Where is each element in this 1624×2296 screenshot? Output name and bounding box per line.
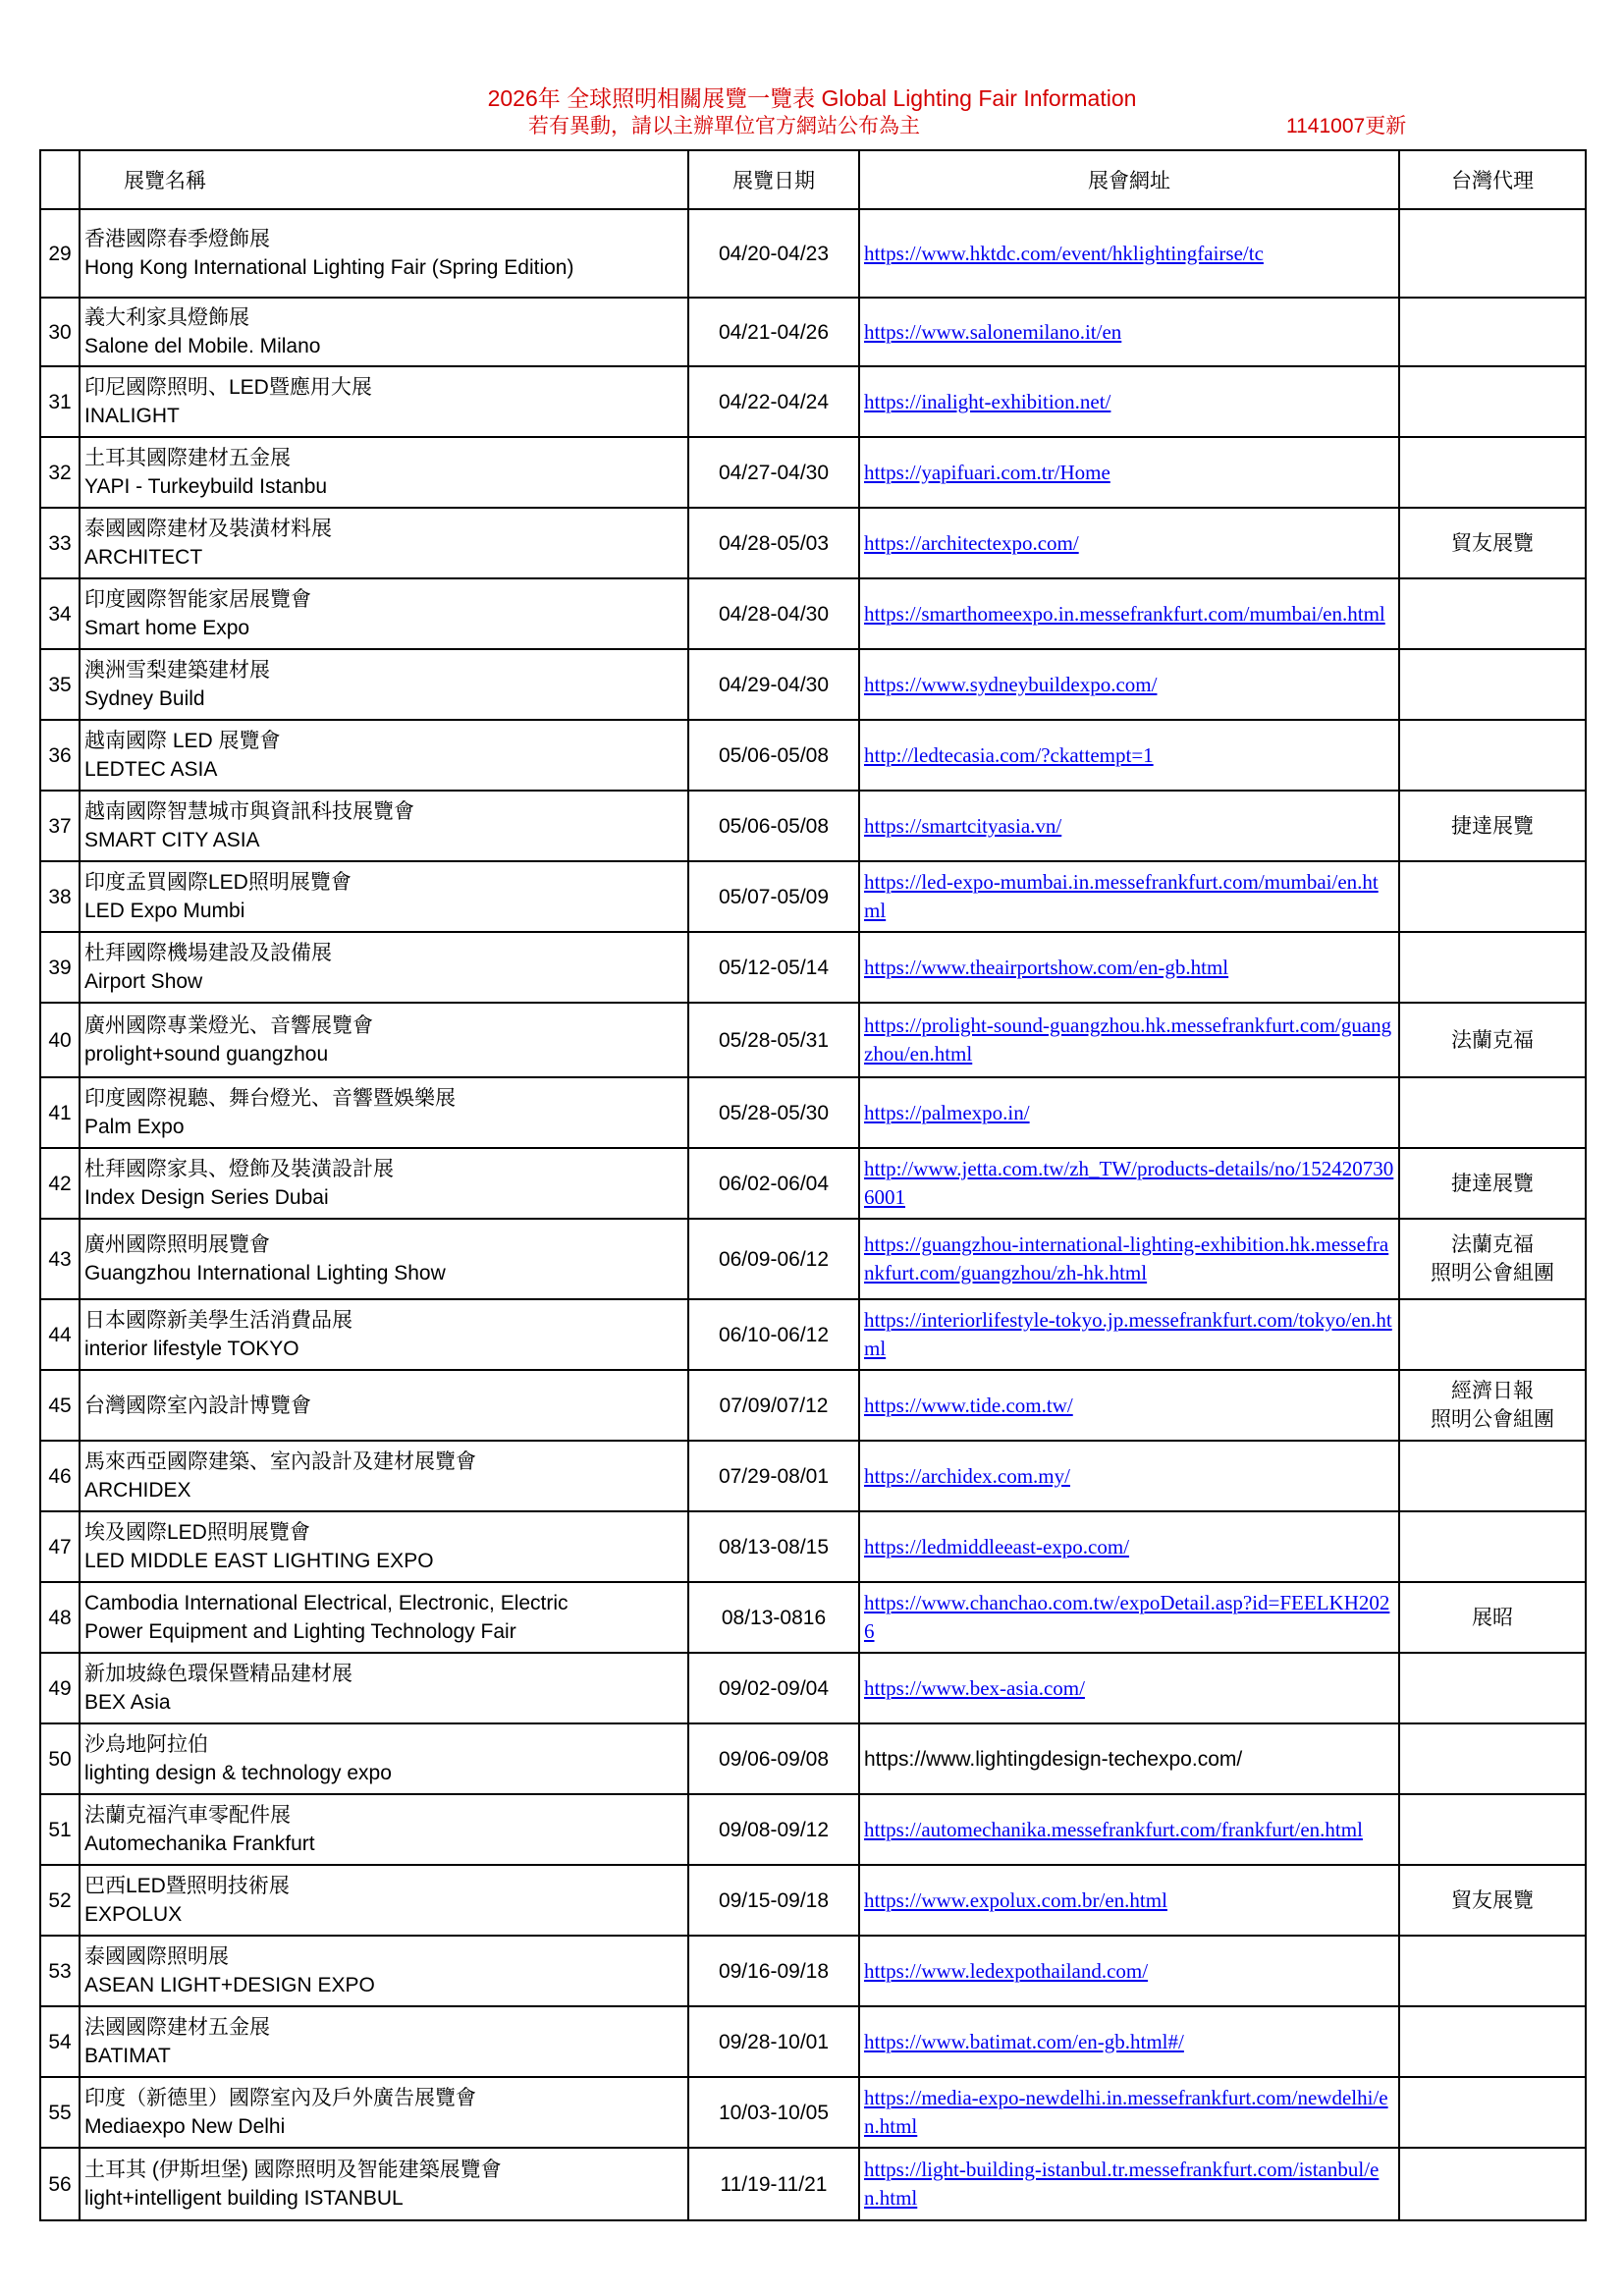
taiwan-agent <box>1399 1582 1586 1653</box>
table-row <box>40 861 1586 932</box>
row-number: 37 <box>40 791 80 861</box>
fair-url-link[interactable]: https://interiorlifestyle-tokyo.jp.messefrankfurt.com/tokyo/en.html <box>859 1299 1399 1370</box>
taiwan-agent <box>1399 2077 1586 2148</box>
fair-name-chinese: 越南國際 LED 展覽會 <box>84 730 281 752</box>
fair-name-chinese: 杜拜國際家具、燈飾及裝潢設計展 <box>84 1158 394 1180</box>
fair-date: 04/27-04/30 <box>688 437 859 508</box>
fair-name-cell <box>80 2077 688 2148</box>
taiwan-agent <box>1399 1148 1586 1219</box>
fair-name-chinese: 法蘭克福汽車零配件展 <box>84 1804 291 1827</box>
fair-name-english: LEDTEC ASIA <box>84 758 218 781</box>
fair-name-chinese: 日本國際新美學生活消費品展 <box>84 1309 352 1332</box>
row-number: 55 <box>40 2077 80 2148</box>
fair-name-chinese: 新加坡綠色環保暨精品建材展 <box>84 1663 352 1685</box>
taiwan-agent <box>1399 366 1586 437</box>
table-row <box>40 2006 1586 2077</box>
fair-date: 05/07-05/09 <box>688 861 859 932</box>
fair-name-chinese: 巴西LED暨照明技術展 <box>84 1875 290 1897</box>
fair-date: 10/03-10/05 <box>688 2077 859 2148</box>
row-number: 54 <box>40 2006 80 2077</box>
fair-date: 04/28-05/03 <box>688 508 859 578</box>
taiwan-agent <box>1399 932 1586 1003</box>
fair-name-cell <box>80 1077 688 1148</box>
fair-name-cell <box>80 1936 688 2006</box>
fair-date: 11/19-11/21 <box>688 2148 859 2220</box>
table-row <box>40 298 1586 366</box>
row-number: 30 <box>40 298 80 366</box>
row-number: 42 <box>40 1148 80 1219</box>
fair-name-english: LED Expo Mumbi <box>84 900 245 922</box>
fair-url-link[interactable]: https://www.salonemilano.it/en <box>859 298 1399 366</box>
fair-name-english: LED MIDDLE EAST LIGHTING EXPO <box>84 1550 434 1572</box>
taiwan-agent <box>1399 1865 1586 1936</box>
fair-date: 09/06-09/08 <box>688 1723 859 1794</box>
fair-name-english: ASEAN LIGHT+DESIGN EXPO <box>84 1974 375 1996</box>
fair-url-link[interactable]: https://automechanika.messefrankfurt.com/frankfurt/en.html <box>859 1794 1399 1865</box>
fair-date: 08/13-08/15 <box>688 1511 859 1582</box>
col-header-url: 展會網址 <box>859 150 1399 209</box>
fair-name-english: Automechanika Frankfurt <box>84 1832 315 1855</box>
taiwan-agent <box>1399 578 1586 649</box>
taiwan-agent <box>1399 1441 1586 1511</box>
fair-name-english: lighting design & technology expo <box>84 1762 392 1784</box>
fair-date: 04/29-04/30 <box>688 649 859 720</box>
fair-name-cell <box>80 720 688 791</box>
fair-name-english: Airport Show <box>84 970 203 993</box>
fair-name-chinese: 印尼國際照明、LED暨應用大展 <box>84 376 372 399</box>
row-number: 47 <box>40 1511 80 1582</box>
fair-date: 05/06-05/08 <box>688 791 859 861</box>
row-number: 40 <box>40 1003 80 1077</box>
fair-name-cell <box>80 298 688 366</box>
fair-name-chinese: 杜拜國際機場建設及設備展 <box>84 942 332 964</box>
table-row <box>40 1794 1586 1865</box>
row-number: 45 <box>40 1370 80 1441</box>
table-body <box>40 209 1586 2220</box>
row-number: 41 <box>40 1077 80 1148</box>
taiwan-agent <box>1399 1936 1586 2006</box>
fair-url-link[interactable]: https://light-building-istanbul.tr.messefrankfurt.com/istanbul/en.html <box>859 2148 1399 2220</box>
table-row <box>40 932 1586 1003</box>
col-header-name: 展覽名稱 <box>80 150 688 209</box>
row-number: 38 <box>40 861 80 932</box>
row-number: 35 <box>40 649 80 720</box>
fair-name-english: EXPOLUX <box>84 1903 183 1926</box>
fair-name-english: BATIMAT <box>84 2045 171 2067</box>
taiwan-agent <box>1399 1219 1586 1299</box>
fair-name-chinese: 台灣國際室內設計博覽會 <box>84 1394 311 1417</box>
fair-name-cell <box>80 2148 688 2220</box>
fair-name-english: Sydney Build <box>84 687 205 710</box>
taiwan-agent <box>1399 1653 1586 1723</box>
fair-name-chinese: 法國國際建材五金展 <box>84 2016 270 2039</box>
fair-date: 06/02-06/04 <box>688 1148 859 1219</box>
fair-name-chinese: 泰國國際照明展 <box>84 1945 229 1968</box>
row-number: 36 <box>40 720 80 791</box>
table-row <box>40 1653 1586 1723</box>
fair-date: 05/06-05/08 <box>688 720 859 791</box>
fair-url-link[interactable]: https://archidex.com.my/ <box>859 1441 1399 1511</box>
fair-name-english: Power Equipment and Lighting Technology Fair <box>84 1620 516 1643</box>
fair-name-english: SMART CITY ASIA <box>84 829 260 851</box>
row-number: 46 <box>40 1441 80 1511</box>
col-header-date: 展覽日期 <box>688 150 859 209</box>
taiwan-agent <box>1399 437 1586 508</box>
fair-name-english: interior lifestyle TOKYO <box>84 1338 299 1360</box>
table-row <box>40 1003 1586 1077</box>
table-row <box>40 578 1586 649</box>
fair-date: 07/29-08/01 <box>688 1441 859 1511</box>
taiwan-agent <box>1399 1370 1586 1441</box>
fair-name-cell <box>80 1299 688 1370</box>
taiwan-agent <box>1399 209 1586 298</box>
fair-name-chinese: 泰國國際建材及裝潢材料展 <box>84 518 332 540</box>
fair-name-cell <box>80 1865 688 1936</box>
fair-name-english: Smart home Expo <box>84 617 250 639</box>
fair-name-cell <box>80 1148 688 1219</box>
taiwan-agent <box>1399 2148 1586 2220</box>
update-stamp: 1141007更新 <box>1286 115 1407 137</box>
fair-date: 04/21-04/26 <box>688 298 859 366</box>
fair-name-english: YAPI - Turkeybuild Istanbu <box>84 475 328 498</box>
fair-url-link[interactable]: https://architectexpo.com/ <box>859 508 1399 578</box>
table-row <box>40 1865 1586 1936</box>
fair-url-link[interactable]: https://www.batimat.com/en-gb.html#/ <box>859 2006 1399 2077</box>
fair-url-link[interactable]: http://ledtecasia.com/?ckattempt=1 <box>859 720 1399 791</box>
fair-name-chinese: 印度孟買國際LED照明展覽會 <box>84 871 352 894</box>
fair-name-english: Mediaexpo New Delhi <box>84 2115 286 2138</box>
fair-name-chinese: 印度（新德里）國際室內及戶外廣告展覽會 <box>84 2087 476 2109</box>
fair-name-cell <box>80 366 688 437</box>
fair-name-chinese: 土耳其 (伊斯坦堡) 國際照明及智能建築展覽會 <box>84 2159 502 2181</box>
fair-name-cell <box>80 508 688 578</box>
fair-date: 09/16-09/18 <box>688 1936 859 2006</box>
fair-name-cell <box>80 932 688 1003</box>
fair-name-english: ARCHITECT <box>84 546 203 569</box>
fair-name-cell <box>80 1441 688 1511</box>
fair-name-chinese: 印度國際視聽、舞台燈光、音響暨娛樂展 <box>84 1087 456 1110</box>
row-number: 50 <box>40 1723 80 1794</box>
fair-url-link[interactable]: https://yapifuari.com.tr/Home <box>859 437 1399 508</box>
fair-name-chinese: 印度國際智能家居展覽會 <box>84 588 311 611</box>
table-row <box>40 1511 1586 1582</box>
fair-url-link[interactable]: https://led-expo-mumbai.in.messefrankfurt.com/mumbai/en.html <box>859 861 1399 932</box>
table-row <box>40 2148 1586 2220</box>
taiwan-agent <box>1399 2006 1586 2077</box>
agent-name: 貿友展覽 <box>1451 1888 1534 1912</box>
row-number: 39 <box>40 932 80 1003</box>
col-header-agent: 台灣代理 <box>1399 150 1586 209</box>
fair-name-cell <box>80 578 688 649</box>
fair-date: 05/28-05/30 <box>688 1077 859 1148</box>
fair-url-link[interactable]: https://www.chanchao.com.tw/expoDetail.asp?id=FEELKH2026 <box>859 1582 1399 1653</box>
fair-name-cell <box>80 649 688 720</box>
fair-name-english: Hong Kong International Lighting Fair (Spring Edition) <box>84 256 574 279</box>
row-number: 48 <box>40 1582 80 1653</box>
fair-name-cell <box>80 1723 688 1794</box>
fair-name-english: Index Design Series Dubai <box>84 1186 329 1209</box>
table-row <box>40 508 1586 578</box>
agent-name: 捷達展覽 <box>1451 1172 1534 1195</box>
fair-date: 09/02-09/04 <box>688 1653 859 1723</box>
fair-url-link[interactable]: https://inalight-exhibition.net/ <box>859 366 1399 437</box>
fair-url-link[interactable]: https://www.tide.com.tw/ <box>859 1370 1399 1441</box>
agent-name: 貿友展覽 <box>1451 531 1534 555</box>
fair-name-chinese: 土耳其國際建材五金展 <box>84 447 291 469</box>
fair-name-cell <box>80 1653 688 1723</box>
fair-date: 08/13-0816 <box>688 1582 859 1653</box>
fair-url-link[interactable]: https://smarthomeexpo.in.messefrankfurt.com/mumbai/en.html <box>859 578 1399 649</box>
agent-name: 捷達展覽 <box>1451 814 1534 838</box>
fair-date: 04/22-04/24 <box>688 366 859 437</box>
fair-name-english: light+intelligent building ISTANBUL <box>84 2187 404 2210</box>
fair-date: 05/12-05/14 <box>688 932 859 1003</box>
fair-name-english: Salone del Mobile. Milano <box>84 335 321 357</box>
col-header-number <box>40 150 80 209</box>
taiwan-agent <box>1399 1003 1586 1077</box>
table-row <box>40 1077 1586 1148</box>
taiwan-agent <box>1399 508 1586 578</box>
fair-url-link[interactable]: https://smartcityasia.vn/ <box>859 791 1399 861</box>
taiwan-agent <box>1399 1511 1586 1582</box>
row-number: 32 <box>40 437 80 508</box>
fair-name-cell <box>80 437 688 508</box>
fair-url-link[interactable]: https://www.hktdc.com/event/hklightingfairse/tc <box>859 209 1399 298</box>
fair-url-link[interactable]: https://guangzhou-international-lighting-exhibition.hk.messefrankfurt.com/guangzhou/zh-hk.html <box>859 1219 1399 1299</box>
fair-name-english: BEX Asia <box>84 1691 171 1714</box>
table-row <box>40 1370 1586 1441</box>
fair-date: 06/10-06/12 <box>688 1299 859 1370</box>
row-number: 33 <box>40 508 80 578</box>
fair-name-cell <box>80 1370 688 1441</box>
table-row <box>40 1219 1586 1299</box>
row-number: 52 <box>40 1865 80 1936</box>
fair-date: 04/20-04/23 <box>688 209 859 298</box>
fair-name-cell <box>80 1582 688 1653</box>
fair-name-english: Guangzhou International Lighting Show <box>84 1262 446 1285</box>
fair-url-link[interactable]: https://www.bex-asia.com/ <box>859 1653 1399 1723</box>
fair-name-cell <box>80 1794 688 1865</box>
table-row <box>40 1723 1586 1794</box>
fair-table <box>39 149 1587 2221</box>
fair-url-link[interactable]: https://www.theairportshow.com/en-gb.html <box>859 932 1399 1003</box>
table-row <box>40 209 1586 298</box>
fair-date: 07/09/07/12 <box>688 1370 859 1441</box>
agent-name: 法蘭克福 <box>1451 1028 1534 1052</box>
taiwan-agent <box>1399 1723 1586 1794</box>
fair-name-chinese: 廣州國際專業燈光、音響展覽會 <box>84 1014 373 1037</box>
agent-name: 經濟日報 <box>1451 1380 1534 1402</box>
taiwan-agent <box>1399 1299 1586 1370</box>
fair-url-link: https://www.lightingdesign-techexpo.com/ <box>859 1723 1399 1794</box>
fair-date: 04/28-04/30 <box>688 578 859 649</box>
fair-url-link[interactable]: https://www.expolux.com.br/en.html <box>859 1865 1399 1936</box>
taiwan-agent <box>1399 1077 1586 1148</box>
fair-date: 05/28-05/31 <box>688 1003 859 1077</box>
fair-name-english: INALIGHT <box>84 405 180 427</box>
fair-name-cell <box>80 2006 688 2077</box>
fair-url-link[interactable]: https://www.sydneybuildexpo.com/ <box>859 649 1399 720</box>
table-row <box>40 1148 1586 1219</box>
fair-url-link[interactable]: https://media-expo-newdelhi.in.messefrankfurt.com/newdelhi/en.html <box>859 2077 1399 2148</box>
fair-url-link[interactable]: https://prolight-sound-guangzhou.hk.messefrankfurt.com/guangzhou/en.html <box>859 1003 1399 1077</box>
fair-url-link[interactable]: https://ledmiddleeast-expo.com/ <box>859 1511 1399 1582</box>
taiwan-agent <box>1399 298 1586 366</box>
row-number: 34 <box>40 578 80 649</box>
fair-url-link[interactable]: https://www.ledexpothailand.com/ <box>859 1936 1399 2006</box>
fair-name-cell <box>80 1511 688 1582</box>
taiwan-agent <box>1399 720 1586 791</box>
row-number: 43 <box>40 1219 80 1299</box>
table-row <box>40 366 1586 437</box>
fair-name-cell <box>80 209 688 298</box>
table-row <box>40 1441 1586 1511</box>
row-number: 31 <box>40 366 80 437</box>
page-subtitle: 若有異動，請以主辦單位官方網站公布為主 <box>528 115 920 137</box>
row-number: 53 <box>40 1936 80 2006</box>
fair-name-chinese: 義大利家具燈飾展 <box>84 306 249 329</box>
table-row <box>40 2077 1586 2148</box>
fair-name-chinese: 沙烏地阿拉伯 <box>84 1733 208 1756</box>
taiwan-agent <box>1399 1794 1586 1865</box>
taiwan-agent <box>1399 649 1586 720</box>
table-header-row <box>40 150 1586 209</box>
table-row <box>40 1582 1586 1653</box>
fair-date: 09/15-09/18 <box>688 1865 859 1936</box>
fair-url-link[interactable]: https://palmexpo.in/ <box>859 1077 1399 1148</box>
table-row <box>40 649 1586 720</box>
fair-name-english: Palm Expo <box>84 1116 185 1138</box>
page-title: 2026年 全球照明相關展覽一覽表 Global Lighting Fair Information <box>487 85 1137 111</box>
fair-name-english: prolight+sound guangzhou <box>84 1043 329 1066</box>
table-row <box>40 437 1586 508</box>
fair-date: 06/09-06/12 <box>688 1219 859 1299</box>
fair-name-cell <box>80 791 688 861</box>
agent-name: 照明公會組團 <box>1431 1408 1554 1431</box>
fair-name-chinese: 澳洲雪梨建築建材展 <box>84 659 270 682</box>
row-number: 44 <box>40 1299 80 1370</box>
fair-name-chinese: 埃及國際LED照明展覽會 <box>84 1521 310 1544</box>
fair-name-cell <box>80 1219 688 1299</box>
fair-date: 09/08-09/12 <box>688 1794 859 1865</box>
table-row <box>40 720 1586 791</box>
agent-name: 照明公會組團 <box>1431 1262 1554 1285</box>
agent-name: 法蘭克福 <box>1451 1233 1534 1256</box>
fair-name-chinese: 香港國際春季燈飾展 <box>84 228 270 250</box>
fair-name-chinese: 馬來西亞國際建築、室內設計及建材展覽會 <box>84 1450 476 1473</box>
fair-url-link[interactable]: http://www.jetta.com.tw/zh_TW/products-details/no/1524207306001 <box>859 1148 1399 1219</box>
taiwan-agent <box>1399 861 1586 932</box>
fair-name-english: ARCHIDEX <box>84 1479 191 1502</box>
taiwan-agent <box>1399 791 1586 861</box>
fair-name-chinese: 廣州國際照明展覽會 <box>84 1233 270 1256</box>
table-row <box>40 1299 1586 1370</box>
fair-name-chinese: Cambodia International Electrical, Electronic, Electric <box>84 1592 568 1614</box>
agent-name: 展昭 <box>1472 1606 1513 1629</box>
fair-name-cell <box>80 1003 688 1077</box>
fair-date: 09/28-10/01 <box>688 2006 859 2077</box>
row-number: 49 <box>40 1653 80 1723</box>
table-row <box>40 1936 1586 2006</box>
row-number: 29 <box>40 209 80 298</box>
row-number: 51 <box>40 1794 80 1865</box>
fair-name-cell <box>80 861 688 932</box>
fair-name-chinese: 越南國際智慧城市與資訊科技展覽會 <box>84 800 414 823</box>
row-number: 56 <box>40 2148 80 2220</box>
table-row <box>40 791 1586 861</box>
